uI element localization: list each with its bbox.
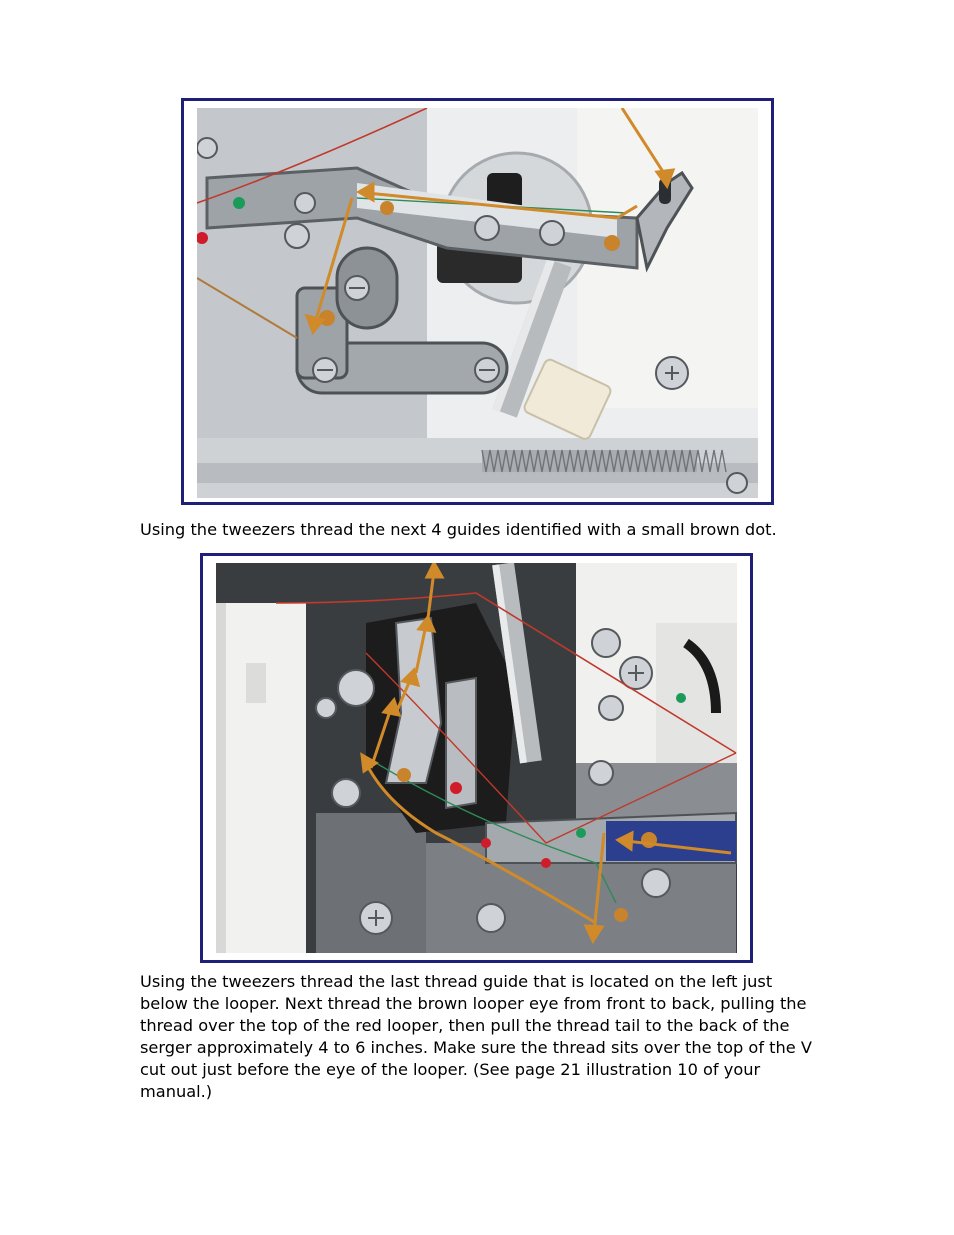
serger-photo-upper-looper (197, 108, 758, 498)
serger-photo-lower-looper (216, 563, 737, 953)
photo-frame-upper-looper (181, 98, 774, 505)
photo-frame-lower-looper (200, 553, 753, 963)
caption-last-guide-and-looper-eye: Using the tweezers thread the last thread guide that is located on the left just below the looper. Next thread the brown looper eye from front to back, pulling the thread over the top of the red looper, then pull the thread tail to the back of the serger approximately 4 to 6 inches. Make sure the thread sits over the top of the V cut out just before the eye of the looper. (See page 21 illustration 10 of your manual.) (140, 972, 812, 1101)
tension-spring (482, 450, 726, 472)
caption-next-four-guides: Using the tweezers thread the next 4 guides identified with a small brown dot. (140, 520, 777, 539)
green-dot (233, 197, 245, 209)
